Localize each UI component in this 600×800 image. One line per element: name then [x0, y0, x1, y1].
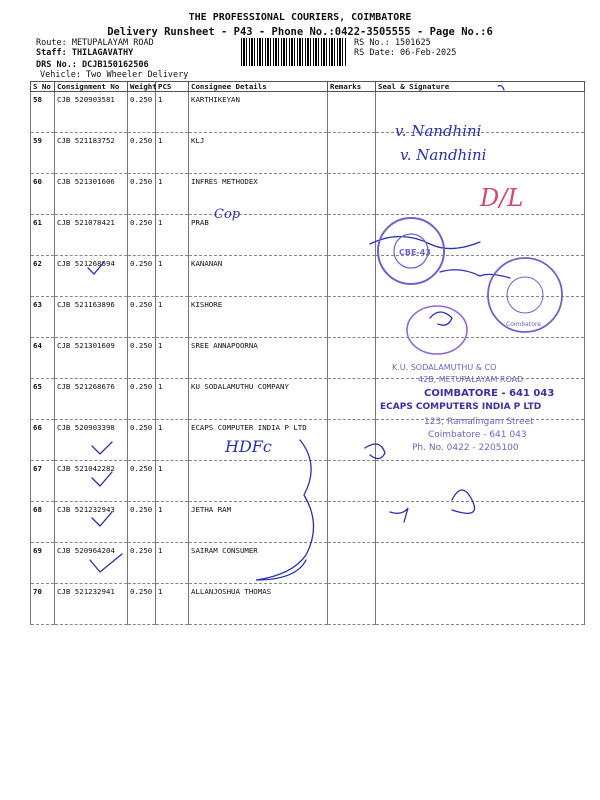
cell-pcs: 1	[156, 174, 189, 215]
check-mark	[92, 472, 112, 486]
cell-sno: 61	[31, 215, 55, 256]
check-mark	[92, 512, 112, 526]
cell-pcs: 1	[156, 256, 189, 297]
cell-weight: 0.250	[128, 420, 156, 461]
col-weight: Weight	[128, 82, 156, 92]
cell-weight: 0.250	[128, 338, 156, 379]
cell-consignment: CJB 521163896	[55, 297, 128, 338]
prab-suffix: Cop	[214, 207, 241, 222]
cell-pcs: 1	[156, 379, 189, 420]
col-consignment: Consignment No	[55, 82, 128, 92]
check-mark	[92, 442, 112, 454]
ecaps-stamp	[380, 402, 541, 453]
cell-weight: 0.250	[128, 256, 156, 297]
check-mark	[90, 554, 122, 572]
col-pcs: PCS	[156, 82, 189, 92]
cell-consignee: SAIRAM CONSUMER	[189, 543, 328, 584]
svg-text:Coimbatore: Coimbatore	[506, 321, 541, 328]
svg-text:123, Ramalingam Street: 123, Ramalingam Street	[424, 417, 534, 427]
cell-consignment: CJB 521301606	[55, 174, 128, 215]
cell-pcs: 1	[156, 420, 189, 461]
svg-text:Coimbatore - 641 043: Coimbatore - 641 043	[428, 430, 527, 440]
cell-sno: 60	[31, 174, 55, 215]
rs-number: RS No.: 1501625	[354, 38, 431, 48]
signature-scribble	[370, 237, 480, 249]
ku-stamp	[392, 363, 554, 399]
round-seal-shriram	[378, 218, 444, 284]
cell-consignment: CJB 520903398	[55, 420, 128, 461]
cell-weight: 0.250	[128, 92, 156, 133]
cell-consignee: JETHA RAM	[189, 502, 328, 543]
svg-text:ECAPS COMPUTERS INDIA P LTD: ECAPS COMPUTERS INDIA P LTD	[380, 402, 542, 412]
cell-weight: 0.250	[128, 461, 156, 502]
cell-consignment: CJB 520903581	[55, 92, 128, 133]
cell-pcs: 1	[156, 92, 189, 133]
svg-text:K.U. SODALAMUTHU & CO: K.U. SODALAMUTHU & CO	[392, 363, 497, 372]
cell-sno: 59	[31, 133, 55, 174]
cell-weight: 0.250	[128, 133, 156, 174]
signature-2: v. Nandhini	[400, 146, 487, 164]
cell-sno: 68	[31, 502, 55, 543]
svg-text:CBE-43: CBE-43	[399, 248, 431, 257]
cell-sno: 65	[31, 379, 55, 420]
cell-consignee: PRAB	[189, 215, 328, 256]
cell-pcs: 1	[156, 502, 189, 543]
cell-consignee: INFRES METHODEX	[189, 174, 328, 215]
cell-consignment: CJB 520964204	[55, 543, 128, 584]
signature-scribble	[440, 270, 510, 278]
cell-consignment: CJB 521232943	[55, 502, 128, 543]
cell-weight: 0.250	[128, 215, 156, 256]
signature-scribble	[430, 312, 452, 325]
cell-sno: 67	[31, 461, 55, 502]
cell-consignment: CJB 521042282	[55, 461, 128, 502]
cell-consignment: CJB 521268694	[55, 256, 128, 297]
col-seal-signature: Seal & Signature	[376, 82, 585, 92]
cell-pcs: 1	[156, 215, 189, 256]
cell-sno: 70	[31, 584, 55, 625]
cell-pcs: 1	[156, 297, 189, 338]
svg-text:42B, METUPALAYAM ROAD: 42B, METUPALAYAM ROAD	[418, 375, 524, 384]
cell-pcs: 1	[156, 543, 189, 584]
drs-number: DRS No.: DCJB150162506	[36, 60, 149, 70]
cell-consignee: ALLANJOSHUA THOMAS	[189, 584, 328, 625]
cell-weight: 0.250	[128, 297, 156, 338]
col-remarks: Remarks	[328, 82, 376, 92]
col-consignee: Consignee Details	[189, 82, 328, 92]
cell-pcs: 1	[156, 584, 189, 625]
rs-date: RS Date: 06-Feb-2025	[354, 48, 457, 58]
cell-weight: 0.250	[128, 584, 156, 625]
cell-weight: 0.250	[128, 543, 156, 584]
cell-consignee: SREE ANNAPOORNA	[189, 338, 328, 379]
header-tick	[498, 86, 504, 91]
cell-consignment: CJB 521232941	[55, 584, 128, 625]
cell-weight: 0.250	[128, 174, 156, 215]
staff-text: Staff: THILAGAVATHY	[36, 48, 134, 58]
signature-scribble	[390, 508, 408, 522]
cell-pcs: 1	[156, 133, 189, 174]
cell-sno: 58	[31, 92, 55, 133]
cell-sno: 62	[31, 256, 55, 297]
cell-sno: 66	[31, 420, 55, 461]
signature-scribble	[452, 490, 475, 513]
cell-consignment: CJB 521183752	[55, 133, 128, 174]
cell-consignee: KLJ	[189, 133, 328, 174]
cell-weight: 0.250	[128, 502, 156, 543]
cell-consignment: CJB 521301609	[55, 338, 128, 379]
cell-consignee: KU SODALAMUTHU COMPANY	[189, 379, 328, 420]
svg-text:COIMBATORE - 641 043: COIMBATORE - 641 043	[424, 388, 555, 399]
cell-pcs: 1	[156, 461, 189, 502]
cell-consignee: ECAPS COMPUTER INDIA P LTD	[189, 420, 328, 461]
cell-consignee: KISHORE	[189, 297, 328, 338]
remark-dl: D/L	[480, 184, 524, 212]
cell-sno: 69	[31, 543, 55, 584]
signature-scribble	[365, 444, 385, 459]
cell-consignee: KANANAN	[189, 256, 328, 297]
cell-consignee: KARTHIKEYAN	[189, 92, 328, 133]
cell-sno: 63	[31, 297, 55, 338]
brace-mark	[256, 440, 314, 580]
vehicle-text: Vehicle: Two Wheeler Delivery	[40, 70, 189, 80]
svg-text:Ph. No. 0422 - 2205100: Ph. No. 0422 - 2205100	[412, 443, 519, 453]
remark-hdfc: HDFc	[225, 437, 272, 456]
cell-consignment: CJB 521268676	[55, 379, 128, 420]
col-sno: S No	[31, 82, 55, 92]
runsheet-title: Delivery Runsheet - P43 - Phone No.:0422-3505555 - Page No.:6	[107, 26, 493, 38]
check-mark	[88, 262, 104, 274]
cell-pcs: 1	[156, 338, 189, 379]
signature-1: v. Nandhini	[395, 122, 482, 140]
cell-consignment: CJB 521078421	[55, 215, 128, 256]
cell-sno: 64	[31, 338, 55, 379]
cell-weight: 0.250	[128, 379, 156, 420]
round-seal-sreevidya	[488, 258, 562, 332]
route-text: Route: METUPALAYAM ROAD	[36, 38, 154, 48]
company-title: THE PROFESSIONAL COURIERS, COIMBATORE	[188, 12, 412, 23]
